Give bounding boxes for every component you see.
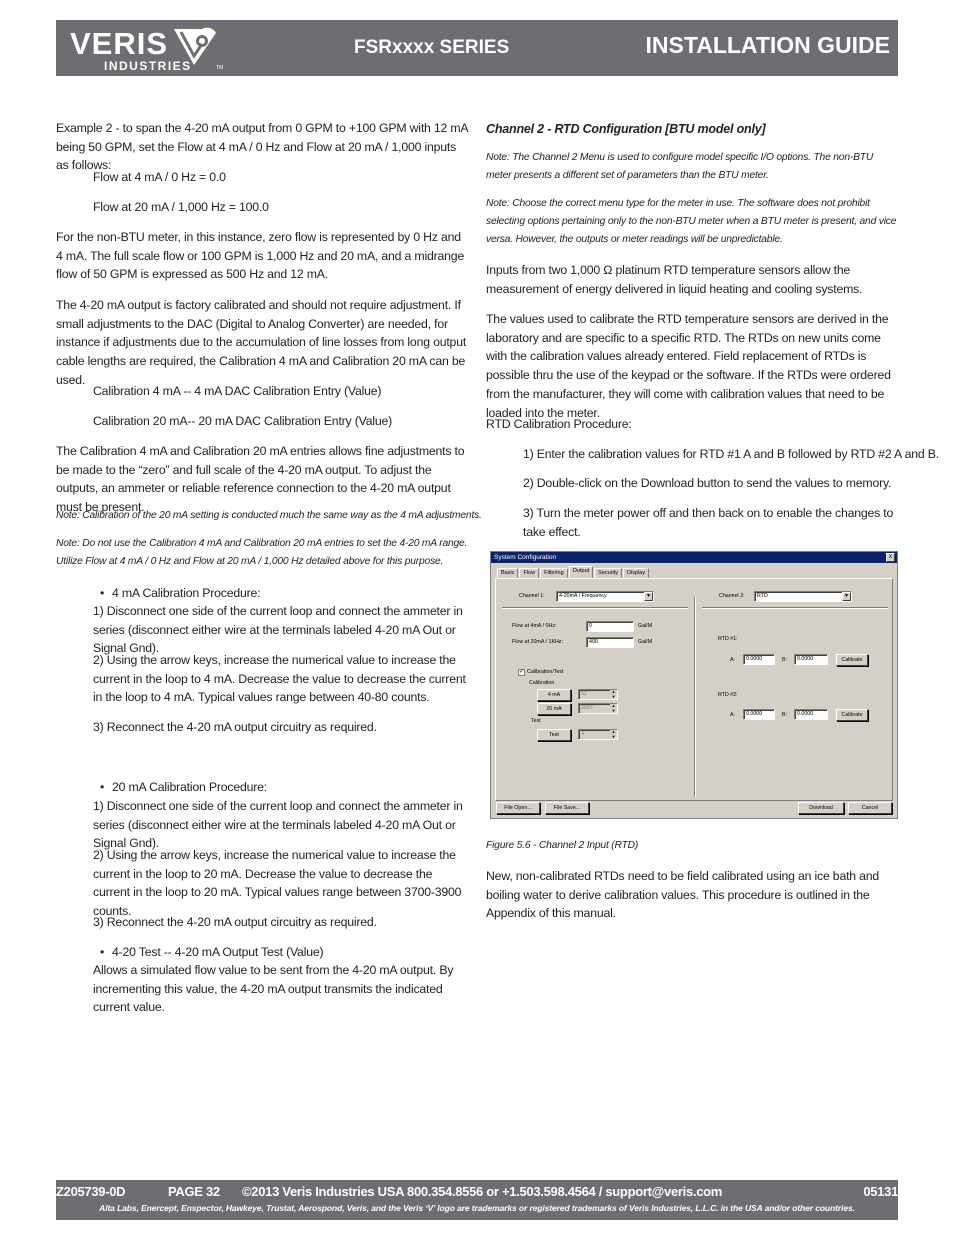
system-configuration-dialog — [490, 551, 898, 819]
calibration-test-label: Calibration/Test — [527, 669, 564, 675]
test-description: Allows a simulated flow value to be sent from the 4-20 mA output. By incrementing this value, the 4-20 mA output transmits the indicated current value. — [93, 963, 454, 1015]
figure-caption: Figure 5.6 - Channel 2 Input (RTD) — [486, 840, 639, 851]
rtd-step-3: 3) Turn the meter power off and then back on to enable the changes to take effect. — [523, 506, 894, 539]
logo-subtitle: INDUSTRIES — [104, 59, 192, 73]
rtd1-label: RTD #1: — [718, 636, 738, 642]
rtd1-calibrate-button[interactable]: Calibrate — [836, 654, 868, 666]
flow4-input[interactable]: 0 — [586, 621, 634, 632]
paragraph-fine-adjust: The Calibration 4 mA and Calibration 20 mA entries allows fine adjustments to be made to the “zero” and full scale of the 4-20 mA output. To adjust the outputs, an ammeter or reliable reference connection to the 4-20 mA output must be present. — [56, 444, 465, 515]
paragraph-rtd-inputs: Inputs from two 1,000 Ω platinum RTD temperature sensors allow the measurement of energy delivered in liquid heating and cooling systems. — [486, 263, 863, 296]
calibrate-4ma-stepper[interactable] — [578, 689, 618, 700]
rtd2-label: RTD #2: — [718, 692, 738, 698]
indent-flow-20ma: Flow at 20 mA / 1,000 Hz = 100.0 — [93, 200, 269, 214]
logo-trademark: TM — [216, 65, 224, 71]
flow4-unit: Gal/M — [638, 623, 653, 629]
file-save-button[interactable]: File Save... — [545, 802, 589, 814]
indent-calibration-4ma: Calibration 4 mA -- 4 mA DAC Calibration Entry (Value) — [93, 384, 382, 398]
paragraph-factory-calibrated: The 4-20 mA output is factory calibrated and should not require adjustment. If small adjustments to the DAC (Digital to Analog Converter) are needed, for instance if adjustments due to the accumulation of line losses from long output cable lengths are required, the Calibration 4 mA and Calibration 20 mA can be used. — [56, 298, 467, 387]
flow20-input[interactable]: 400 — [586, 637, 634, 648]
step-4ma-3: 3) Reconnect the 4-20 mA output circuitry as required. — [93, 720, 377, 734]
section-heading: Channel 2 - RTD Configuration [BTU model only] — [486, 122, 766, 136]
tab-basic[interactable]: Basic — [497, 568, 518, 578]
tab-display[interactable]: Display — [623, 568, 649, 578]
footer-contact: ©2013 Veris Industries USA 800.354.8556 or +1.503.598.4564 / support@veris.com — [242, 1184, 723, 1199]
paragraph-rtd-values: The values used to calibrate the RTD temperature sensors are derived in the laboratory and are specific to a specific RTD. The RTDs on new units come with the calibration values already entered. Field replacement of RTDs is possible thru the use of the keypad or the software. If the RTDs were ordered from the manufacturer, they will come with calibration values that need to be loaded into the meter. — [486, 312, 891, 420]
output-tab-panel — [495, 578, 893, 801]
rtd1-a-label: A: — [730, 657, 736, 663]
bullet-4ma-label: 4 mA Calibration Procedure: — [112, 586, 261, 600]
rtd1-b-label: B: — [782, 657, 788, 663]
bullet-20ma-procedure — [100, 778, 267, 797]
logo-wordmark: VERIS — [70, 26, 169, 61]
guide-title: INSTALLATION GUIDE — [645, 32, 890, 58]
page-header — [56, 20, 898, 76]
rtd2-a-label: A: — [730, 712, 736, 718]
rtd2-b-input[interactable]: 0.0000 — [794, 709, 828, 720]
test-value: 4 — [581, 731, 584, 737]
footer-page-number: PAGE 32 — [168, 1184, 220, 1199]
series-title: FSRxxxx SERIES — [354, 37, 510, 58]
flow20-label: Flow at 20mA / 1KHz: — [512, 639, 563, 645]
chevron-down-icon[interactable]: ▼ — [842, 592, 851, 601]
channel1-value: 4-20mA / Frequency — [559, 593, 607, 599]
channel1-select[interactable] — [556, 591, 654, 602]
bullet-icon: • — [100, 780, 105, 794]
flow4-label: Flow at 4mA / 0Hz: — [512, 623, 557, 629]
channel2-select[interactable] — [754, 591, 852, 602]
channel2-divider — [702, 607, 888, 609]
spinner-arrows-icon[interactable]: ▲ ▼ — [611, 703, 616, 713]
tab-flow[interactable]: Flow — [519, 568, 539, 578]
calibrate-4ma-value: 52 — [581, 691, 587, 697]
calibrate-20ma-button[interactable]: 20 mA — [537, 703, 571, 715]
page-footer — [56, 1180, 898, 1220]
tab-bar — [497, 568, 650, 578]
step-20ma-2: 2) Using the arrow keys, increase the numerical value to increase the current in the loop to 20 mA. Decrease the value to decrease the current in the loop to 20 mA. Typical values range between 3700-3900 counts. — [93, 848, 462, 919]
test-label: Test — [531, 718, 541, 724]
paragraph-example: Example 2 - to span the 4-20 mA output from 0 GPM to +100 GPM with 12 mA being 50 GPM, set the Flow at 4 mA / 0 Hz and Flow at 20 mA / 1,000 inputs as follows: — [56, 121, 468, 173]
rtd-procedure-heading: RTD Calibration Procedure: — [486, 417, 632, 431]
calibration-test-checkbox[interactable]: ✓ — [519, 669, 525, 675]
channel2-label: Channel 2: — [719, 593, 745, 599]
bullet-test-label: 4-20 Test -- 4-20 mA Output Test (Value) — [112, 945, 324, 959]
tab-filtering[interactable]: Filtering — [540, 568, 568, 578]
footer-trademark: Alta Labs, Enercept, Enspector, Hawkeye, Trustat, Aerospond, Veris, and the Veris ‘V’ logo are trademarks or registered trademarks of Veris Industries, L.L.C. in the USA and/or other countries. — [99, 1203, 855, 1213]
rtd2-calibrate-button[interactable]: Calibrate — [836, 709, 868, 721]
vertical-divider — [694, 597, 696, 797]
indent-calibration-20ma: Calibration 20 mA-- 20 mA DAC Calibration Entry (Value) — [93, 414, 393, 428]
rtd-step-2: 2) Double-click on the Download button to send the values to memory. — [523, 476, 892, 490]
chevron-down-icon[interactable]: ▼ — [644, 592, 653, 601]
dialog-title: System Configuration — [491, 552, 897, 563]
rtd2-b-label: B: — [782, 712, 788, 718]
calibrate-4ma-button[interactable]: 4 mA — [537, 689, 571, 701]
test-button[interactable]: Test — [537, 729, 571, 741]
step-4ma-2: 2) Using the arrow keys, increase the numerical value to increase the current in the loop to 4 mA. Decrease the value to decrease the current in the loop to 4 mA. Typical values range between 40-80 counts. — [93, 653, 466, 705]
indent-flow-4ma: Flow at 4 mA / 0 Hz = 0.0 — [93, 170, 226, 184]
bullet-test — [100, 943, 323, 962]
close-icon[interactable]: x — [886, 553, 895, 562]
veris-logo — [70, 26, 230, 72]
tab-security[interactable]: Security — [594, 568, 622, 578]
calibrate-20ma-value: 3837 — [581, 705, 593, 711]
note-20ma: Note: Calibration of the 20 mA setting is conducted much the same way as the 4 mA adjustments. — [56, 510, 482, 521]
note-menu-type: Note: Choose the correct menu type for the meter in use. The software does not prohibit selecting options pertaining only to the non-BTU meter when a BTU meter is present, and vice versa. However, the outputs or meter readings will be unpredictable. — [486, 198, 897, 245]
rtd1-b-input[interactable]: 0.0000 — [794, 654, 828, 665]
bullet-4ma-procedure — [100, 584, 260, 603]
spinner-arrows-icon[interactable]: ▲ ▼ — [611, 689, 616, 699]
channel1-divider — [502, 607, 688, 609]
spinner-arrows-icon[interactable]: ▲ ▼ — [611, 729, 616, 739]
channel2-value: RTD — [757, 593, 768, 599]
step-20ma-3: 3) Reconnect the 4-20 mA output circuitry as required. — [93, 915, 377, 929]
cancel-button[interactable]: Cancel — [848, 802, 892, 814]
file-open-button[interactable]: File Open... — [496, 802, 540, 814]
footer-code: 05131 — [863, 1184, 898, 1199]
paragraph-non-calibrated: New, non-calibrated RTDs need to be field calibrated using an ice bath and boiling water to derive calibration values. This procedure is outlined in the Appendix of this manual. — [486, 869, 880, 921]
flow20-unit: Gal/M — [638, 639, 653, 645]
bullet-icon: • — [100, 945, 105, 959]
test-stepper[interactable] — [578, 729, 618, 740]
note-channel2: Note: The Channel 2 Menu is used to configure model specific I/O options. The non-BTU meter presents a different set of parameters than the BTU meter. — [486, 152, 874, 181]
tab-output[interactable]: Output — [569, 566, 594, 578]
step-4ma-1: 1) Disconnect one side of the current loop and connect the ammeter in series (disconnect either wire at the terminals labeled 4-20 mA Out or Signal Gnd). — [93, 604, 463, 656]
footer-doc-number: Z205739-0D — [56, 1184, 126, 1199]
rtd1-a-input[interactable]: 0.0000 — [743, 654, 775, 665]
note-do-not-use: Note: Do not use the Calibration 4 mA and Calibration 20 mA entries to set the 4-20 mA range. Utilize Flow at 4 mA / 0 Hz and Flow at 20 mA / 1,000 Hz detailed above for this purpose. — [56, 538, 468, 567]
bullet-20ma-label: 20 mA Calibration Procedure: — [112, 780, 268, 794]
download-button[interactable]: Download — [798, 802, 844, 814]
calibrate-20ma-stepper[interactable] — [578, 703, 618, 714]
bullet-icon: • — [100, 586, 105, 600]
paragraph-non-btu: For the non-BTU meter, in this instance, zero flow is represented by 0 Hz and 4 mA. The full scale flow or 100 GPM is 1,000 Hz and 20 mA, and a midrange flow of 50 GPM is expressed as 500 Hz and 12 mA. — [56, 230, 465, 282]
calibration-label: Calibration — [529, 680, 555, 686]
rtd2-a-input[interactable]: 0.0000 — [743, 709, 775, 720]
rtd-step-1: 1) Enter the calibration values for RTD #1 A and B followed by RTD #2 A and B. — [523, 447, 939, 461]
channel1-label: Channel 1: — [519, 593, 545, 599]
step-20ma-1: 1) Disconnect one side of the current loop and connect the ammeter in series (disconnect either wire at the terminals labeled 4-20 mA Out or Signal Gnd). — [93, 799, 463, 851]
